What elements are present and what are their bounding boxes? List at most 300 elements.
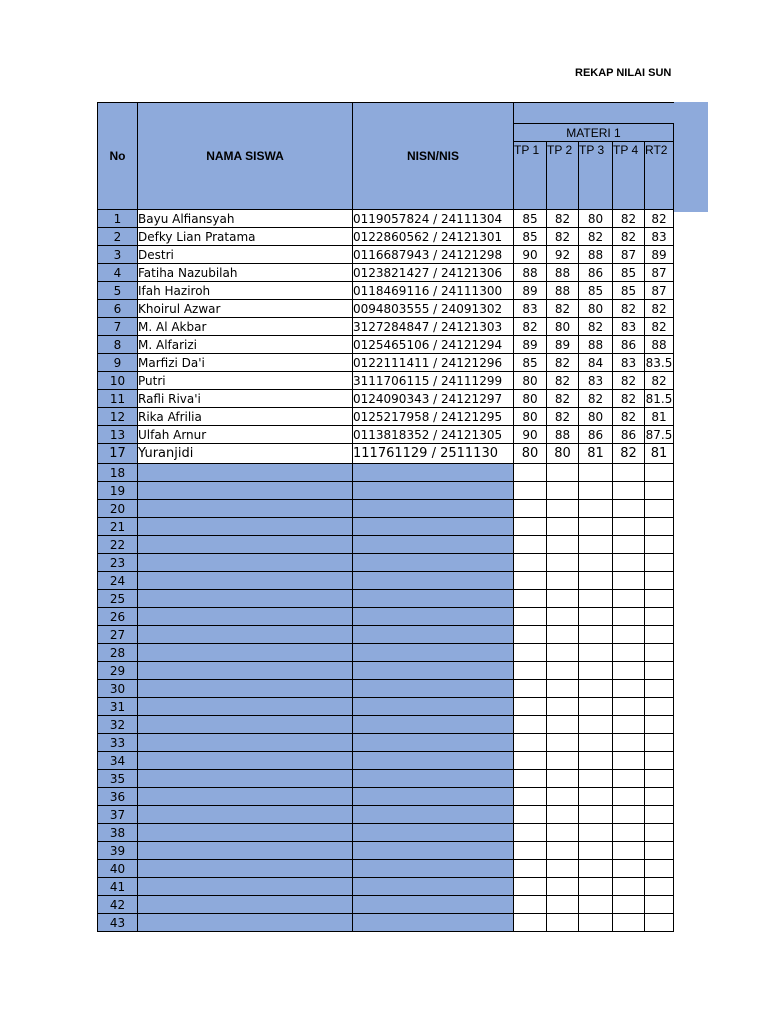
row-number: 1 bbox=[98, 210, 138, 228]
score-cell[interactable]: 80 bbox=[514, 390, 547, 408]
score-cell[interactable]: 82 bbox=[579, 390, 613, 408]
empty-score-cell[interactable] bbox=[613, 878, 645, 896]
student-name-cell[interactable]: M. Alfarizi bbox=[138, 336, 353, 354]
empty-row bbox=[98, 554, 674, 572]
empty-name-cell[interactable] bbox=[138, 626, 353, 644]
empty-score-cell[interactable] bbox=[514, 842, 547, 860]
student-name-cell[interactable]: Ulfah Arnur bbox=[138, 426, 353, 444]
empty-nisn-cell[interactable] bbox=[353, 644, 514, 662]
empty-score-cell[interactable] bbox=[645, 590, 674, 608]
score-cell[interactable]: 89 bbox=[514, 336, 547, 354]
empty-nisn-cell[interactable] bbox=[353, 608, 514, 626]
score-cell[interactable]: 82 bbox=[547, 390, 579, 408]
empty-score-cell[interactable] bbox=[547, 518, 579, 536]
empty-score-cell[interactable] bbox=[514, 608, 547, 626]
row-number: 9 bbox=[98, 354, 138, 372]
student-row bbox=[98, 372, 674, 390]
empty-name-cell[interactable] bbox=[138, 554, 353, 572]
empty-row bbox=[98, 734, 674, 752]
empty-score-cell[interactable] bbox=[613, 590, 645, 608]
score-cell[interactable]: 88 bbox=[579, 246, 613, 264]
empty-score-cell[interactable] bbox=[645, 572, 674, 590]
empty-score-cell[interactable] bbox=[547, 824, 579, 842]
empty-score-cell[interactable] bbox=[613, 680, 645, 698]
empty-score-cell[interactable] bbox=[645, 860, 674, 878]
empty-score-cell[interactable] bbox=[579, 626, 613, 644]
score-cell[interactable]: 80 bbox=[547, 444, 579, 464]
score-cell[interactable]: 80 bbox=[514, 408, 547, 426]
score-cell[interactable]: 85 bbox=[613, 264, 645, 282]
empty-score-cell[interactable] bbox=[579, 662, 613, 680]
score-cell[interactable]: 82 bbox=[547, 372, 579, 390]
empty-score-cell[interactable] bbox=[613, 734, 645, 752]
empty-score-cell[interactable] bbox=[579, 860, 613, 878]
empty-name-cell[interactable] bbox=[138, 572, 353, 590]
empty-score-cell[interactable] bbox=[547, 482, 579, 500]
empty-nisn-cell[interactable] bbox=[353, 824, 514, 842]
empty-score-cell[interactable] bbox=[645, 554, 674, 572]
score-cell[interactable]: 80 bbox=[579, 300, 613, 318]
student-name-cell[interactable]: Putri bbox=[138, 372, 353, 390]
score-cell[interactable]: 87 bbox=[645, 264, 674, 282]
score-cell[interactable]: 88 bbox=[547, 282, 579, 300]
score-cell[interactable]: 82 bbox=[514, 318, 547, 336]
score-cell[interactable]: 86 bbox=[613, 426, 645, 444]
empty-score-cell[interactable] bbox=[613, 788, 645, 806]
student-name-cell[interactable]: Fatiha Nazubilah bbox=[138, 264, 353, 282]
empty-score-cell[interactable] bbox=[613, 806, 645, 824]
score-cell[interactable]: 82 bbox=[613, 300, 645, 318]
student-nisn-cell[interactable]: 0122111411 / 24121296 bbox=[353, 354, 514, 372]
header-tp4: TP 4 bbox=[613, 142, 645, 210]
empty-name-cell[interactable] bbox=[138, 536, 353, 554]
empty-score-cell[interactable] bbox=[645, 734, 674, 752]
score-cell[interactable]: 89 bbox=[514, 282, 547, 300]
score-cell[interactable]: 90 bbox=[514, 246, 547, 264]
empty-score-cell[interactable] bbox=[547, 860, 579, 878]
empty-score-cell[interactable] bbox=[547, 662, 579, 680]
row-number: 24 bbox=[98, 572, 138, 590]
empty-nisn-cell[interactable] bbox=[353, 482, 514, 500]
empty-score-cell[interactable] bbox=[514, 626, 547, 644]
score-cell[interactable]: 82 bbox=[613, 408, 645, 426]
score-cell[interactable]: 80 bbox=[547, 318, 579, 336]
empty-score-cell[interactable] bbox=[547, 572, 579, 590]
empty-score-cell[interactable] bbox=[547, 752, 579, 770]
score-cell[interactable]: 88 bbox=[547, 264, 579, 282]
empty-row bbox=[98, 806, 674, 824]
empty-score-cell[interactable] bbox=[547, 914, 579, 932]
empty-score-cell[interactable] bbox=[547, 878, 579, 896]
empty-score-cell[interactable] bbox=[514, 590, 547, 608]
empty-nisn-cell[interactable] bbox=[353, 734, 514, 752]
empty-score-cell[interactable] bbox=[613, 626, 645, 644]
score-cell[interactable]: 82 bbox=[547, 300, 579, 318]
row-number: 35 bbox=[98, 770, 138, 788]
score-cell[interactable]: 88 bbox=[547, 426, 579, 444]
empty-score-cell[interactable] bbox=[579, 824, 613, 842]
empty-score-cell[interactable] bbox=[645, 482, 674, 500]
empty-score-cell[interactable] bbox=[579, 698, 613, 716]
empty-name-cell[interactable] bbox=[138, 518, 353, 536]
empty-name-cell[interactable] bbox=[138, 914, 353, 932]
score-cell[interactable]: 83.5 bbox=[645, 355, 673, 370]
empty-score-cell[interactable] bbox=[514, 536, 547, 554]
empty-score-cell[interactable] bbox=[645, 500, 674, 518]
empty-nisn-cell[interactable] bbox=[353, 590, 514, 608]
student-nisn-cell[interactable]: 0125217958 / 24121295 bbox=[353, 408, 514, 426]
score-cell[interactable]: 82 bbox=[547, 354, 579, 372]
empty-score-cell[interactable] bbox=[613, 518, 645, 536]
empty-score-cell[interactable] bbox=[514, 482, 547, 500]
empty-score-cell[interactable] bbox=[514, 644, 547, 662]
score-cell[interactable]: 82 bbox=[645, 300, 674, 318]
empty-score-cell[interactable] bbox=[613, 572, 645, 590]
empty-name-cell[interactable] bbox=[138, 824, 353, 842]
score-cell[interactable]: 80 bbox=[514, 372, 547, 390]
empty-score-cell[interactable] bbox=[579, 752, 613, 770]
student-row bbox=[98, 300, 674, 318]
student-nisn-cell[interactable]: 3111706115 / 24111299 bbox=[353, 372, 514, 390]
empty-score-cell[interactable] bbox=[579, 590, 613, 608]
empty-score-cell[interactable] bbox=[613, 896, 645, 914]
empty-score-cell[interactable] bbox=[514, 662, 547, 680]
score-cell[interactable]: 88 bbox=[579, 336, 613, 354]
empty-nisn-cell[interactable] bbox=[353, 536, 514, 554]
empty-name-cell[interactable] bbox=[138, 734, 353, 752]
score-cell[interactable]: 83 bbox=[645, 228, 674, 246]
empty-name-cell[interactable] bbox=[138, 752, 353, 770]
empty-nisn-cell[interactable] bbox=[353, 500, 514, 518]
empty-name-cell[interactable] bbox=[138, 878, 353, 896]
empty-score-cell[interactable] bbox=[514, 500, 547, 518]
empty-score-cell[interactable] bbox=[613, 662, 645, 680]
student-nisn-cell[interactable]: 0123821427 / 24121306 bbox=[353, 264, 514, 282]
empty-score-cell[interactable] bbox=[547, 500, 579, 518]
empty-score-cell[interactable] bbox=[613, 860, 645, 878]
empty-score-cell[interactable] bbox=[514, 770, 547, 788]
row-number: 6 bbox=[98, 300, 138, 318]
score-cell[interactable]: 83 bbox=[613, 354, 645, 372]
score-cell[interactable]: 82 bbox=[613, 372, 645, 390]
empty-score-cell[interactable] bbox=[579, 536, 613, 554]
empty-score-cell[interactable] bbox=[645, 896, 674, 914]
score-cell[interactable]: 82 bbox=[613, 444, 645, 464]
empty-score-cell[interactable] bbox=[579, 572, 613, 590]
empty-name-cell[interactable] bbox=[138, 860, 353, 878]
empty-score-cell[interactable] bbox=[579, 914, 613, 932]
student-nisn-cell[interactable]: 3127284847 / 24121303 bbox=[353, 318, 514, 336]
score-cell[interactable]: 86 bbox=[579, 264, 613, 282]
empty-nisn-cell[interactable] bbox=[353, 518, 514, 536]
score-cell[interactable]: 87 bbox=[645, 282, 674, 300]
empty-score-cell[interactable] bbox=[645, 662, 674, 680]
empty-score-cell[interactable] bbox=[645, 824, 674, 842]
empty-score-cell[interactable] bbox=[613, 554, 645, 572]
empty-score-cell[interactable] bbox=[514, 824, 547, 842]
score-cell[interactable]: 89 bbox=[547, 336, 579, 354]
empty-score-cell[interactable] bbox=[613, 644, 645, 662]
score-cell[interactable]: 88 bbox=[514, 264, 547, 282]
empty-score-cell[interactable] bbox=[514, 914, 547, 932]
empty-score-cell[interactable] bbox=[613, 914, 645, 932]
score-cell[interactable]: 87 bbox=[613, 246, 645, 264]
empty-score-cell[interactable] bbox=[579, 644, 613, 662]
empty-score-cell[interactable] bbox=[579, 500, 613, 518]
student-name-cell[interactable]: Khoirul Azwar bbox=[138, 300, 353, 318]
header-no: No bbox=[98, 103, 138, 210]
student-name-cell[interactable]: Yuranjidi bbox=[138, 444, 353, 464]
empty-score-cell[interactable] bbox=[547, 698, 579, 716]
empty-score-cell[interactable] bbox=[613, 770, 645, 788]
empty-score-cell[interactable] bbox=[547, 644, 579, 662]
student-nisn-cell[interactable]: 0125465106 / 24121294 bbox=[353, 336, 514, 354]
empty-name-cell[interactable] bbox=[138, 608, 353, 626]
empty-name-cell[interactable] bbox=[138, 806, 353, 824]
empty-score-cell[interactable] bbox=[579, 878, 613, 896]
score-cell[interactable]: 81 bbox=[645, 444, 674, 464]
empty-name-cell[interactable] bbox=[138, 662, 353, 680]
row-number: 29 bbox=[98, 662, 138, 680]
score-cell[interactable]: 82 bbox=[613, 228, 645, 246]
empty-score-cell[interactable] bbox=[547, 788, 579, 806]
empty-nisn-cell[interactable] bbox=[353, 878, 514, 896]
empty-name-cell[interactable] bbox=[138, 716, 353, 734]
empty-score-cell[interactable] bbox=[579, 482, 613, 500]
score-cell[interactable]: 81 bbox=[645, 408, 674, 426]
empty-nisn-cell[interactable] bbox=[353, 806, 514, 824]
empty-score-cell[interactable] bbox=[547, 896, 579, 914]
empty-score-cell[interactable] bbox=[579, 842, 613, 860]
score-cell[interactable]: 83 bbox=[514, 300, 547, 318]
empty-score-cell[interactable] bbox=[645, 770, 674, 788]
empty-score-cell[interactable] bbox=[547, 680, 579, 698]
empty-score-cell[interactable] bbox=[645, 536, 674, 554]
score-cell[interactable]: 86 bbox=[579, 426, 613, 444]
score-cell[interactable]: 84 bbox=[579, 354, 613, 372]
student-nisn-cell[interactable]: 0094803555 / 24091302 bbox=[353, 300, 514, 318]
empty-score-cell[interactable] bbox=[514, 716, 547, 734]
empty-score-cell[interactable] bbox=[645, 842, 674, 860]
student-name-cell[interactable]: Destri bbox=[138, 246, 353, 264]
row-number: 28 bbox=[98, 644, 138, 662]
header-tp1: TP 1 bbox=[514, 142, 547, 210]
score-cell[interactable]: 85 bbox=[514, 210, 547, 228]
score-cell[interactable]: 81.5 bbox=[645, 391, 673, 406]
student-row bbox=[98, 426, 674, 444]
score-cell[interactable]: 85 bbox=[514, 354, 547, 372]
empty-score-cell[interactable] bbox=[514, 698, 547, 716]
score-cell[interactable]: 82 bbox=[547, 228, 579, 246]
empty-score-cell[interactable] bbox=[514, 554, 547, 572]
student-name-cell[interactable]: Ifah Haziroh bbox=[138, 282, 353, 300]
empty-score-cell[interactable] bbox=[514, 806, 547, 824]
score-cell[interactable]: 82 bbox=[645, 210, 674, 228]
score-cell[interactable]: 92 bbox=[547, 246, 579, 264]
empty-name-cell[interactable] bbox=[138, 464, 353, 482]
student-name-cell[interactable]: Rafli Riva'i bbox=[138, 390, 353, 408]
empty-score-cell[interactable] bbox=[645, 626, 674, 644]
score-cell[interactable]: 82 bbox=[613, 210, 645, 228]
empty-score-cell[interactable] bbox=[645, 806, 674, 824]
empty-score-cell[interactable] bbox=[613, 698, 645, 716]
empty-nisn-cell[interactable] bbox=[353, 662, 514, 680]
empty-score-cell[interactable] bbox=[645, 914, 674, 932]
empty-score-cell[interactable] bbox=[514, 518, 547, 536]
student-nisn-cell[interactable]: 111761129 / 2511130 bbox=[353, 444, 514, 464]
empty-score-cell[interactable] bbox=[547, 608, 579, 626]
empty-row bbox=[98, 536, 674, 554]
empty-score-cell[interactable] bbox=[579, 896, 613, 914]
empty-name-cell[interactable] bbox=[138, 590, 353, 608]
empty-nisn-cell[interactable] bbox=[353, 860, 514, 878]
empty-score-cell[interactable] bbox=[645, 878, 674, 896]
score-cell[interactable]: 80 bbox=[579, 408, 613, 426]
student-nisn-cell[interactable]: 0113818352 / 24121305 bbox=[353, 426, 514, 444]
empty-nisn-cell[interactable] bbox=[353, 788, 514, 806]
empty-score-cell[interactable] bbox=[514, 860, 547, 878]
empty-score-cell[interactable] bbox=[645, 608, 674, 626]
empty-score-cell[interactable] bbox=[547, 626, 579, 644]
score-cell[interactable]: 81 bbox=[579, 444, 613, 464]
student-name-cell[interactable]: Marfizi Da'i bbox=[138, 354, 353, 372]
score-cell[interactable]: 83 bbox=[579, 372, 613, 390]
empty-nisn-cell[interactable] bbox=[353, 680, 514, 698]
empty-nisn-cell[interactable] bbox=[353, 626, 514, 644]
empty-score-cell[interactable] bbox=[645, 680, 674, 698]
empty-score-cell[interactable] bbox=[613, 536, 645, 554]
empty-nisn-cell[interactable] bbox=[353, 716, 514, 734]
empty-name-cell[interactable] bbox=[138, 680, 353, 698]
empty-score-cell[interactable] bbox=[547, 734, 579, 752]
empty-score-cell[interactable] bbox=[645, 698, 674, 716]
empty-score-cell[interactable] bbox=[645, 464, 674, 482]
empty-score-cell[interactable] bbox=[514, 572, 547, 590]
score-cell[interactable]: 90 bbox=[514, 426, 547, 444]
empty-score-cell[interactable] bbox=[613, 752, 645, 770]
student-nisn-cell[interactable]: 0118469116 / 24111300 bbox=[353, 282, 514, 300]
empty-score-cell[interactable] bbox=[579, 680, 613, 698]
score-cell[interactable]: 85 bbox=[579, 282, 613, 300]
empty-nisn-cell[interactable] bbox=[353, 752, 514, 770]
student-name-cell[interactable]: Defky Lian Pratama bbox=[138, 228, 353, 246]
empty-score-cell[interactable] bbox=[514, 878, 547, 896]
row-number: 18 bbox=[98, 464, 138, 482]
empty-score-cell[interactable] bbox=[547, 770, 579, 788]
empty-score-cell[interactable] bbox=[514, 734, 547, 752]
empty-name-cell[interactable] bbox=[138, 788, 353, 806]
empty-nisn-cell[interactable] bbox=[353, 914, 514, 932]
score-cell[interactable]: 82 bbox=[579, 228, 613, 246]
score-cell[interactable]: 82 bbox=[547, 408, 579, 426]
score-cell[interactable]: 80 bbox=[579, 210, 613, 228]
empty-score-cell[interactable] bbox=[579, 554, 613, 572]
score-cell[interactable]: 89 bbox=[645, 246, 674, 264]
empty-nisn-cell[interactable] bbox=[353, 554, 514, 572]
empty-score-cell[interactable] bbox=[645, 752, 674, 770]
empty-score-cell[interactable] bbox=[579, 464, 613, 482]
empty-score-cell[interactable] bbox=[547, 554, 579, 572]
empty-score-cell[interactable] bbox=[547, 590, 579, 608]
student-nisn-cell[interactable]: 0122860562 / 24121301 bbox=[353, 228, 514, 246]
empty-score-cell[interactable] bbox=[613, 482, 645, 500]
empty-nisn-cell[interactable] bbox=[353, 770, 514, 788]
empty-score-cell[interactable] bbox=[514, 464, 547, 482]
empty-score-cell[interactable] bbox=[579, 806, 613, 824]
student-nisn-cell[interactable]: 0119057824 / 24111304 bbox=[353, 210, 514, 228]
student-name-cell[interactable]: Rika Afrilia bbox=[138, 408, 353, 426]
empty-score-cell[interactable] bbox=[579, 734, 613, 752]
score-cell[interactable]: 85 bbox=[613, 282, 645, 300]
empty-score-cell[interactable] bbox=[579, 608, 613, 626]
empty-score-cell[interactable] bbox=[547, 536, 579, 554]
empty-score-cell[interactable] bbox=[514, 788, 547, 806]
score-cell[interactable]: 82 bbox=[613, 390, 645, 408]
empty-name-cell[interactable] bbox=[138, 482, 353, 500]
empty-name-cell[interactable] bbox=[138, 644, 353, 662]
empty-name-cell[interactable] bbox=[138, 698, 353, 716]
empty-score-cell[interactable] bbox=[645, 788, 674, 806]
empty-score-cell[interactable] bbox=[547, 842, 579, 860]
student-nisn-cell[interactable]: 0124090343 / 24121297 bbox=[353, 390, 514, 408]
score-cell[interactable]: 87.5 bbox=[645, 427, 673, 442]
empty-score-cell[interactable] bbox=[613, 716, 645, 734]
empty-nisn-cell[interactable] bbox=[353, 896, 514, 914]
student-name-cell[interactable]: Bayu Alfiansyah bbox=[138, 210, 353, 228]
empty-score-cell[interactable] bbox=[613, 500, 645, 518]
empty-score-cell[interactable] bbox=[514, 680, 547, 698]
score-cell[interactable]: 82 bbox=[645, 372, 674, 390]
header-nama-siswa: NAMA SISWA bbox=[138, 103, 353, 210]
empty-score-cell[interactable] bbox=[579, 518, 613, 536]
empty-name-cell[interactable] bbox=[138, 500, 353, 518]
score-cell[interactable]: 82 bbox=[547, 210, 579, 228]
empty-score-cell[interactable] bbox=[645, 716, 674, 734]
empty-name-cell[interactable] bbox=[138, 896, 353, 914]
empty-score-cell[interactable] bbox=[514, 752, 547, 770]
empty-score-cell[interactable] bbox=[645, 518, 674, 536]
empty-score-cell[interactable] bbox=[613, 608, 645, 626]
student-name-cell[interactable]: M. Al Akbar bbox=[138, 318, 353, 336]
score-cell[interactable]: 82 bbox=[579, 318, 613, 336]
empty-score-cell[interactable] bbox=[613, 824, 645, 842]
empty-nisn-cell[interactable] bbox=[353, 464, 514, 482]
empty-score-cell[interactable] bbox=[547, 806, 579, 824]
empty-score-cell[interactable] bbox=[613, 464, 645, 482]
score-cell[interactable]: 83 bbox=[613, 318, 645, 336]
empty-name-cell[interactable] bbox=[138, 842, 353, 860]
score-cell[interactable]: 80 bbox=[514, 444, 547, 464]
empty-nisn-cell[interactable] bbox=[353, 572, 514, 590]
empty-score-cell[interactable] bbox=[645, 644, 674, 662]
student-nisn-cell[interactable]: 0116687943 / 24121298 bbox=[353, 246, 514, 264]
empty-name-cell[interactable] bbox=[138, 770, 353, 788]
score-cell[interactable]: 88 bbox=[645, 336, 674, 354]
empty-score-cell[interactable] bbox=[613, 842, 645, 860]
empty-score-cell[interactable] bbox=[514, 896, 547, 914]
score-cell[interactable]: 85 bbox=[514, 228, 547, 246]
empty-score-cell[interactable] bbox=[547, 716, 579, 734]
empty-nisn-cell[interactable] bbox=[353, 842, 514, 860]
empty-nisn-cell[interactable] bbox=[353, 698, 514, 716]
row-number: 11 bbox=[98, 390, 138, 408]
score-cell[interactable]: 86 bbox=[613, 336, 645, 354]
empty-score-cell[interactable] bbox=[579, 716, 613, 734]
empty-score-cell[interactable] bbox=[547, 464, 579, 482]
empty-score-cell[interactable] bbox=[579, 788, 613, 806]
empty-score-cell[interactable] bbox=[579, 770, 613, 788]
score-cell[interactable]: 82 bbox=[645, 318, 674, 336]
